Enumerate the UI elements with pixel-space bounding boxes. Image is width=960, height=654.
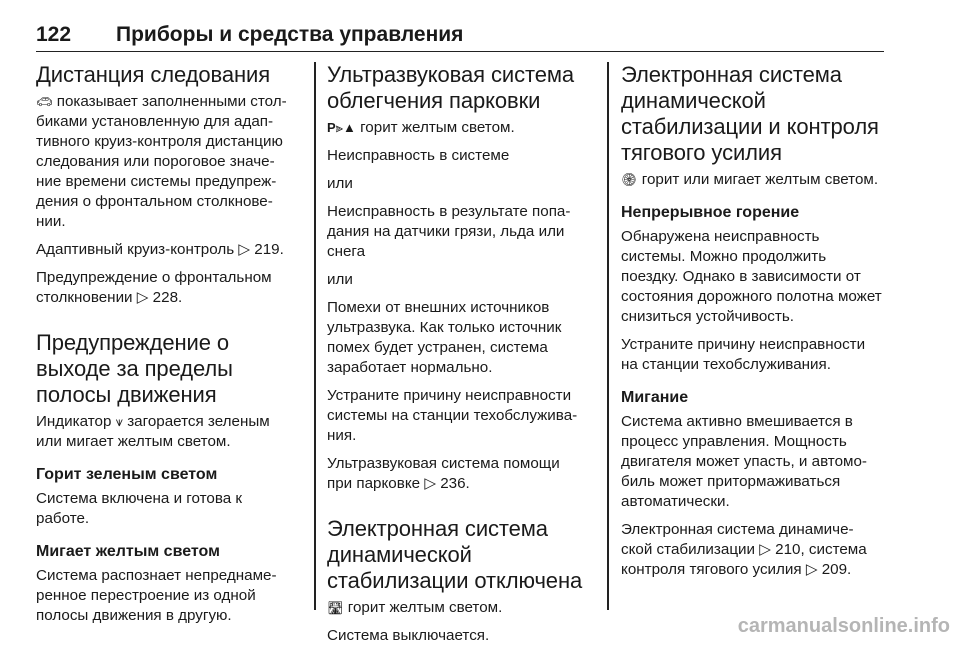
- page-ref-arrow-icon: ▷: [238, 241, 255, 258]
- page-ref-arrow-icon: ▷: [805, 561, 822, 578]
- paragraph: Устраните причину неисправности системы на станции техобслужива-ния.: [327, 387, 578, 444]
- subheading-steady: Непрерывное горение: [621, 204, 800, 221]
- subheading-blinking: Мигание: [621, 389, 689, 406]
- page-reference-link[interactable]: 219.: [254, 241, 284, 258]
- watermark: carmanualsonline.info: [737, 615, 950, 637]
- paragraph: Система выключается.: [327, 627, 490, 644]
- paragraph: Электронная система динамиче-ской стабилизации ▷ 210, система контроля тягового усилия ▷ 209.: [621, 521, 867, 578]
- paragraph: Система распознает непреднаме-ренное перестроение из одной полосы движения в другую.: [36, 567, 277, 624]
- page-reference-link[interactable]: 210, система контроля тягового усилия: [621, 541, 867, 578]
- page-reference-link[interactable]: 236.: [440, 475, 470, 492]
- page-number: 122: [36, 23, 72, 46]
- page-header: [36, 22, 884, 52]
- heading-distance: Дистанция следования: [36, 62, 271, 87]
- paragraph: Адаптивный круиз-контроль ▷ 219.: [36, 241, 284, 258]
- paragraph: Индикатор ⩛ загорается зеленым или мигает желтым светом.: [36, 413, 270, 450]
- paragraph: 🚗︎ показывает заполненными стол-биками установленную для адап-тивного круиз-контроля дистанцию следования или пороговое значе-ние времени системы предупреж-дения о фронтальном столкнове-нии.: [36, 93, 287, 230]
- paragraph: Система активно вмешивается в процесс управления. Мощность двигателя может упасть, и автомо-биль может притормаживаться автоматически.: [621, 413, 867, 510]
- paragraph: Устраните причину неисправности на станции техобслуживания.: [621, 336, 866, 373]
- parking-assist-icon: P⫸▲: [327, 120, 356, 135]
- esc-off-icon: 🛣︎: [327, 600, 344, 615]
- heading-lane-departure: Предупреждение о выходе за пределы полосы движения: [36, 330, 233, 407]
- car-distance-icon: 🚗︎: [36, 94, 53, 109]
- section-title: Приборы и средства управления: [116, 23, 464, 46]
- paragraph: 🛣︎ горит желтым светом.: [327, 599, 503, 616]
- heading-esc-off: Электронная система динамической стабилизации отключена: [327, 516, 583, 593]
- page-reference-link[interactable]: 209.: [821, 561, 852, 578]
- paragraph: Помехи от внешних источников ультразвука. Как только источник помех будет устранен, система заработает нормально.: [327, 299, 562, 376]
- column-right: [621, 62, 883, 588]
- paragraph: или: [327, 271, 353, 288]
- page-ref-arrow-icon: ▷: [424, 475, 441, 492]
- paragraph: или: [327, 175, 353, 192]
- paragraph: Предупреждение о фронтальном столкновении ▷ 228.: [36, 269, 272, 306]
- paragraph: Обнаружена неисправность системы. Можно продолжить поездку. Однако в зависимости от состояния дорожного полотна может снизиться устойчивость.: [621, 228, 882, 325]
- page-ref-arrow-icon: ▷: [136, 289, 153, 306]
- paragraph: 🛞︎ горит или мигает желтым светом.: [621, 171, 879, 188]
- column-middle: [327, 62, 589, 654]
- page-ref-arrow-icon: ▷: [759, 541, 776, 558]
- paragraph: P⫸▲ горит желтым светом.: [327, 119, 515, 136]
- column-divider: [314, 62, 316, 610]
- subheading-green: Горит зеленым светом: [36, 466, 218, 483]
- column-left: [36, 62, 298, 634]
- lane-icon: ⩛: [115, 414, 123, 429]
- subheading-blinking: Мигает желтым светом: [36, 543, 220, 560]
- esc-icon: 🛞︎: [621, 172, 638, 187]
- paragraph: Ультразвуковая система помощи при парковке ▷ 236.: [327, 455, 560, 492]
- paragraph: Система включена и готова к работе.: [36, 490, 243, 527]
- paragraph: Неисправность в системе: [327, 147, 510, 164]
- page-reference-link[interactable]: 228.: [152, 289, 183, 306]
- heading-parking: Ультразвуковая система облегчения парковки: [327, 62, 574, 113]
- heading-esc: Электронная система динамической стабилизации и контроля тягового усилия: [621, 62, 879, 165]
- column-divider: [607, 62, 609, 610]
- paragraph: Неисправность в результате попа-дания на датчики грязи, льда или снега: [327, 203, 571, 260]
